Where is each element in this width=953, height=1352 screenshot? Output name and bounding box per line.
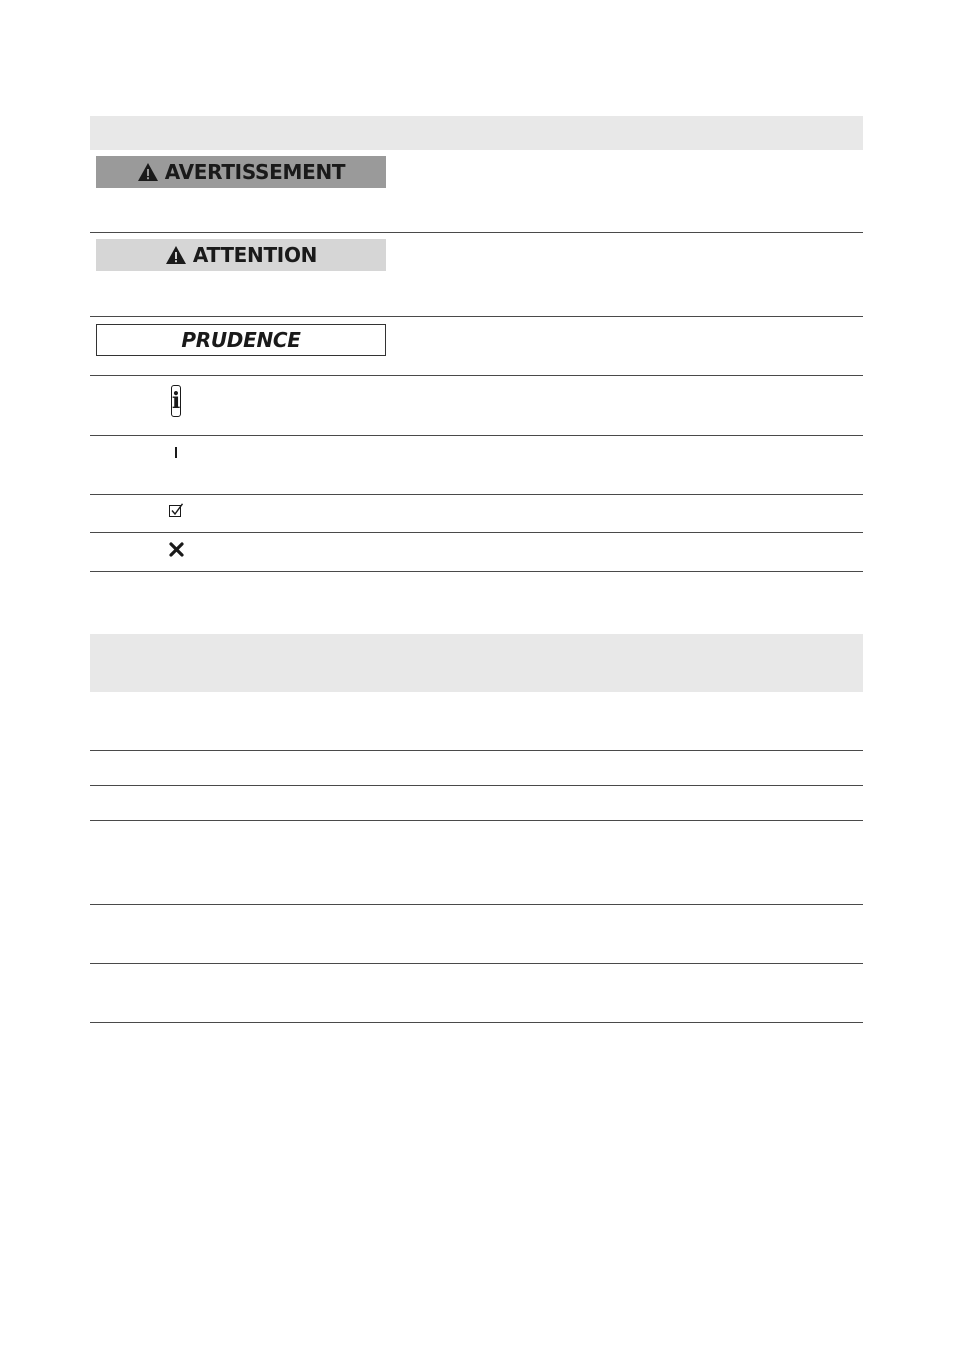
cross-icon	[169, 542, 184, 557]
table-row-information	[90, 376, 863, 436]
symbol-cell	[96, 239, 386, 271]
checkbox-checked-icon	[169, 503, 184, 518]
caution-badge	[96, 239, 386, 271]
table-row	[90, 751, 863, 786]
conventions-table-header	[90, 634, 863, 692]
conventions-table	[90, 634, 863, 1023]
symbols-table	[90, 116, 863, 572]
symbol-cell	[96, 156, 386, 188]
table-row	[90, 786, 863, 821]
info-icon: i	[171, 385, 181, 417]
table-row-notice	[90, 317, 863, 376]
table-row-caution	[90, 233, 863, 317]
symbols-table-header	[90, 116, 863, 150]
warning-triangle-icon	[137, 162, 159, 182]
table-row-result	[90, 495, 863, 533]
table-row	[90, 964, 863, 1023]
warning-badge	[96, 156, 386, 188]
caution-label: ATTENTION	[192, 243, 318, 267]
table-row	[90, 905, 863, 964]
checkbox-empty-icon	[175, 447, 177, 458]
table-row-prerequisite	[90, 436, 863, 495]
warning-label: AVERTISSEMENT	[164, 160, 346, 184]
table-row-problem	[90, 533, 863, 572]
notice-badge	[96, 324, 386, 356]
table-row	[90, 692, 863, 751]
notice-label: PRUDENCE	[181, 328, 301, 352]
table-row	[90, 821, 863, 905]
symbol-cell	[96, 324, 386, 356]
table-row-warning	[90, 150, 863, 233]
warning-triangle-icon	[165, 245, 187, 265]
